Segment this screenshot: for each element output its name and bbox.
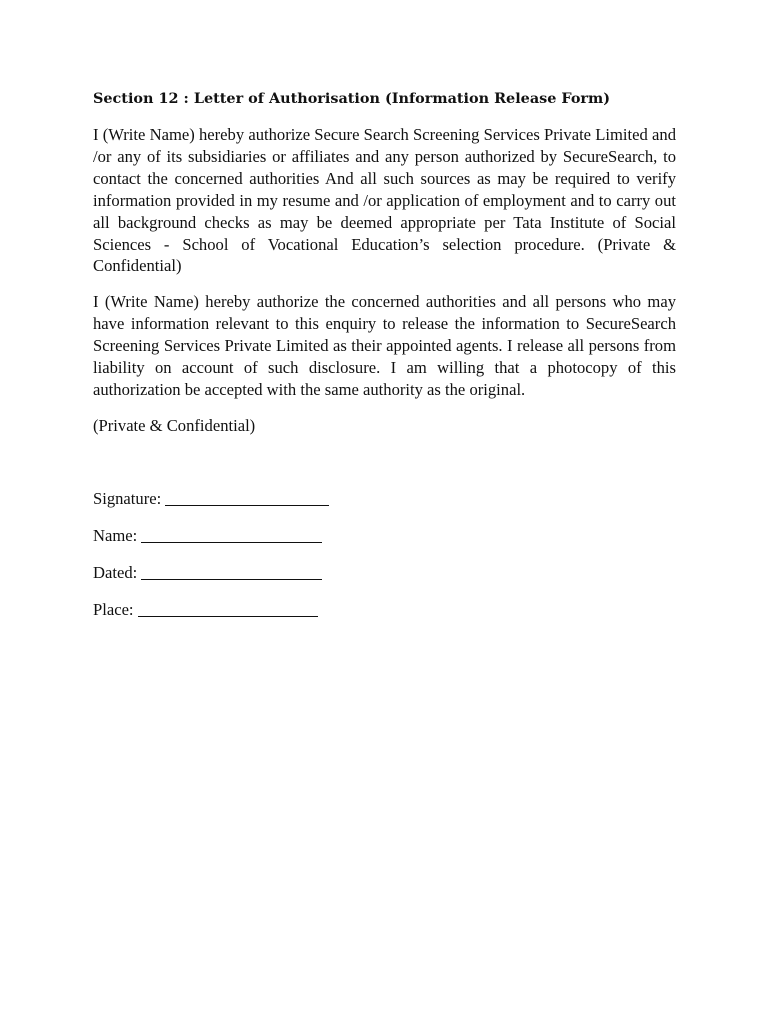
place-row	[93, 599, 676, 621]
name-label: Name:	[93, 525, 138, 545]
signature-field-line[interactable]	[165, 504, 329, 506]
authorization-paragraph-2: I (Write Name) hereby authorize the concerned authorities and all persons who may have information relevant to this enquiry to release the information to SecureSearch Screening Services Private Limited as their appointed agents. I release all persons from liability on account of such disclosure. I am willing that a photocopy of this authorization be accepted with the same authority as the original.	[93, 292, 676, 399]
authorization-paragraph-1: I (Write Name) hereby authorize Secure Search Screening Services Private Limited and /or any of its subsidiaries or affiliates and any person authorized by SecureSearch, to contact the concerned authorities And all such sources as may be required to verify information provided in my resume and /or application of employment and to carry out all background checks as may be deemed appropriate per Tata Institute of Social Sciences - School of Vocational Education’s selection procedure. (Private & Confidential)	[93, 125, 676, 276]
name-field-line[interactable]	[141, 541, 322, 543]
document-page	[93, 88, 676, 636]
signature-label: Signature:	[93, 488, 162, 508]
dated-label: Dated:	[93, 562, 138, 582]
dated-row	[93, 562, 676, 584]
section-heading: Section 12 : Letter of Authorisation (Information Release Form)	[93, 90, 611, 107]
signature-row	[93, 488, 676, 510]
place-label: Place:	[93, 599, 134, 619]
signature-block	[93, 488, 676, 621]
name-row	[93, 525, 676, 547]
place-field-line[interactable]	[138, 615, 318, 617]
private-confidential-note: (Private & Confidential)	[93, 415, 256, 435]
dated-field-line[interactable]	[141, 578, 322, 580]
